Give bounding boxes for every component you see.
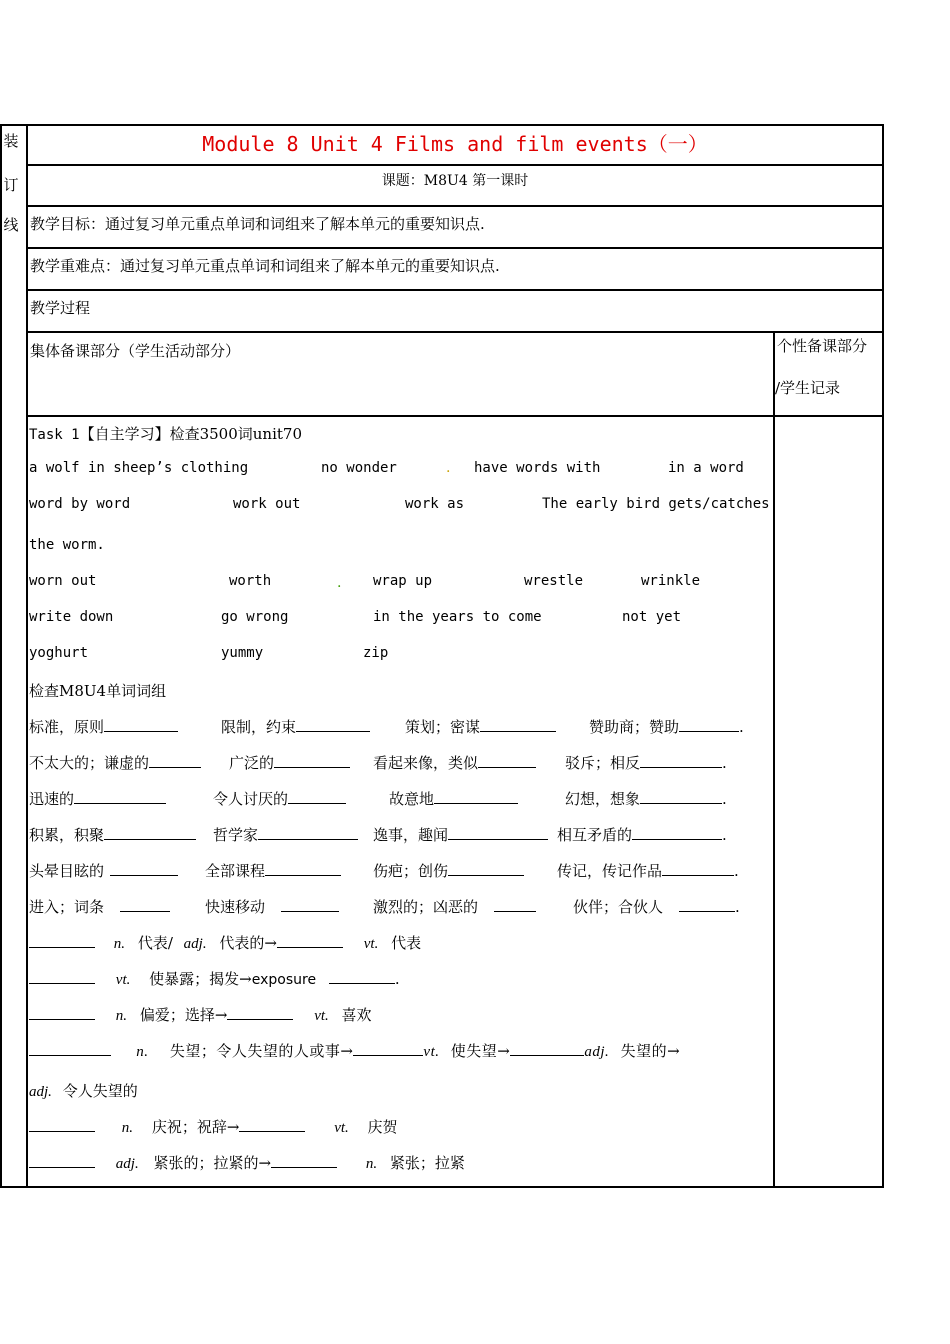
vocab-item: 标准，原则	[29, 716, 178, 737]
task-prefix: Task 1	[29, 427, 80, 443]
vocab-item: 迅速的	[29, 788, 166, 809]
personal-header-line1: 个性备课部分	[777, 337, 868, 355]
vocab-item: 故意地	[389, 788, 518, 809]
phrase: in a word	[668, 460, 744, 476]
row-divider	[26, 164, 884, 166]
vocab-item: 逸事，趣闻	[373, 824, 548, 845]
phrase: the worm.	[29, 537, 105, 553]
task-heading	[29, 423, 302, 444]
table-bottom-border	[0, 1186, 884, 1188]
word-form-line: adj. 令人失望的	[29, 1082, 138, 1100]
phrase: wrap up	[373, 573, 433, 589]
column-divider	[773, 331, 775, 1188]
vocab-item: 全部课程	[205, 860, 341, 881]
vocab-item: 头晕目眩的	[29, 860, 178, 881]
phrase: a wolf in sheep’s clothing	[29, 460, 249, 476]
page-title: Module 8 Unit 4 Films and film events（一）	[202, 132, 708, 156]
word-form-line: n. 偏爱；选择→ vt. 喜欢	[29, 1004, 372, 1025]
collective-header: 集体备课部分（学生活动部分）	[30, 342, 241, 360]
vocab-item: 不太大的；谦虚的	[29, 752, 201, 773]
row-divider	[26, 247, 884, 249]
phrase: yoghurt	[29, 645, 89, 661]
phrase: word by word	[29, 496, 131, 512]
vocab-item: 策划；密谋	[405, 716, 556, 737]
vocab-item: 广泛的	[229, 752, 350, 773]
row-divider	[26, 331, 884, 333]
vocab-item: 赞助商；赞助 .	[589, 718, 744, 736]
vocab-item: 驳斥；相反 .	[565, 754, 727, 772]
phrase: no wonder	[321, 460, 397, 476]
vocab-item: 激烈的；凶恶的	[373, 896, 536, 917]
phrase: not yet	[622, 609, 682, 625]
vocab-item: 相互矛盾的 .	[557, 826, 727, 844]
vocab-item: 传记，传记作品 .	[557, 862, 739, 880]
word-form-line: n. 代表/ adj. 代表的→ vt. 代表	[29, 932, 421, 953]
phrase: write down	[29, 609, 114, 625]
phrase: in the years to come	[373, 609, 542, 625]
vocab-item: 伤疤；创伤	[373, 860, 524, 881]
phrase: yummy	[221, 645, 264, 661]
row-divider	[26, 289, 884, 291]
table-left-border	[26, 124, 28, 1188]
row-divider	[26, 205, 884, 207]
vocab-item: 积累，积聚	[29, 824, 196, 845]
task-instruction: 【自主学习】检查3500词unit70	[79, 425, 302, 443]
vocab-item: 限制，约束	[221, 716, 370, 737]
vocab-item: 令人讨厌的	[213, 788, 346, 809]
binding-char-1: 装	[3, 132, 19, 150]
word-form-line: n. 庆祝；祝辞→ vt. 庆贺	[29, 1116, 398, 1137]
key-points: 教学重难点：通过复习单元重点单词和词组来了解本单元的重要知识点.	[30, 257, 500, 275]
word-form-line: n. 失望；令人失望的人或事→ vt. 使失望→ adj. 失望的→	[29, 1040, 680, 1061]
phrase: go wrong	[221, 609, 289, 625]
teaching-goal: 教学目标：通过复习单元重点单词和词组来了解本单元的重要知识点.	[30, 215, 485, 233]
phrase: wrinkle	[641, 573, 701, 589]
word-form-line: vt. 使暴露；揭发→exposure .	[29, 968, 400, 989]
phrase: worn out	[29, 573, 97, 589]
binding-char-3: 线	[3, 216, 19, 234]
check-heading: 检查M8U4单词词组	[29, 682, 167, 700]
vocab-item: 看起来像，类似	[373, 752, 536, 773]
phrase: wrestle	[524, 573, 584, 589]
phrase: have words with	[474, 460, 601, 476]
phrase: work as	[405, 496, 465, 512]
table-right-border	[882, 124, 884, 1188]
table-top-border	[0, 124, 884, 126]
teaching-process: 教学过程	[30, 299, 91, 317]
phrase: worth	[229, 573, 272, 589]
vocab-item: 幻想，想象 .	[565, 790, 727, 808]
vocab-item: 进入；词条	[29, 896, 170, 917]
lesson-title: 课题：M8U4 第一课时	[381, 173, 529, 189]
personal-header-line2: /学生记录	[775, 379, 841, 397]
phrase: The early bird gets/catches	[542, 496, 770, 512]
vocab-item: 伙伴；合伙人 .	[573, 898, 740, 916]
phrase: zip	[363, 645, 389, 661]
margin-left-border	[0, 124, 2, 1188]
row-divider	[26, 415, 884, 417]
binding-char-2: 订	[3, 176, 19, 194]
vocab-item: 哲学家	[213, 824, 358, 845]
phrase: work out	[233, 496, 301, 512]
word-form-line: adj. 紧张的；拉紧的→ n. 紧张；拉紧	[29, 1152, 465, 1173]
vocab-item: 快速移动	[205, 896, 339, 917]
